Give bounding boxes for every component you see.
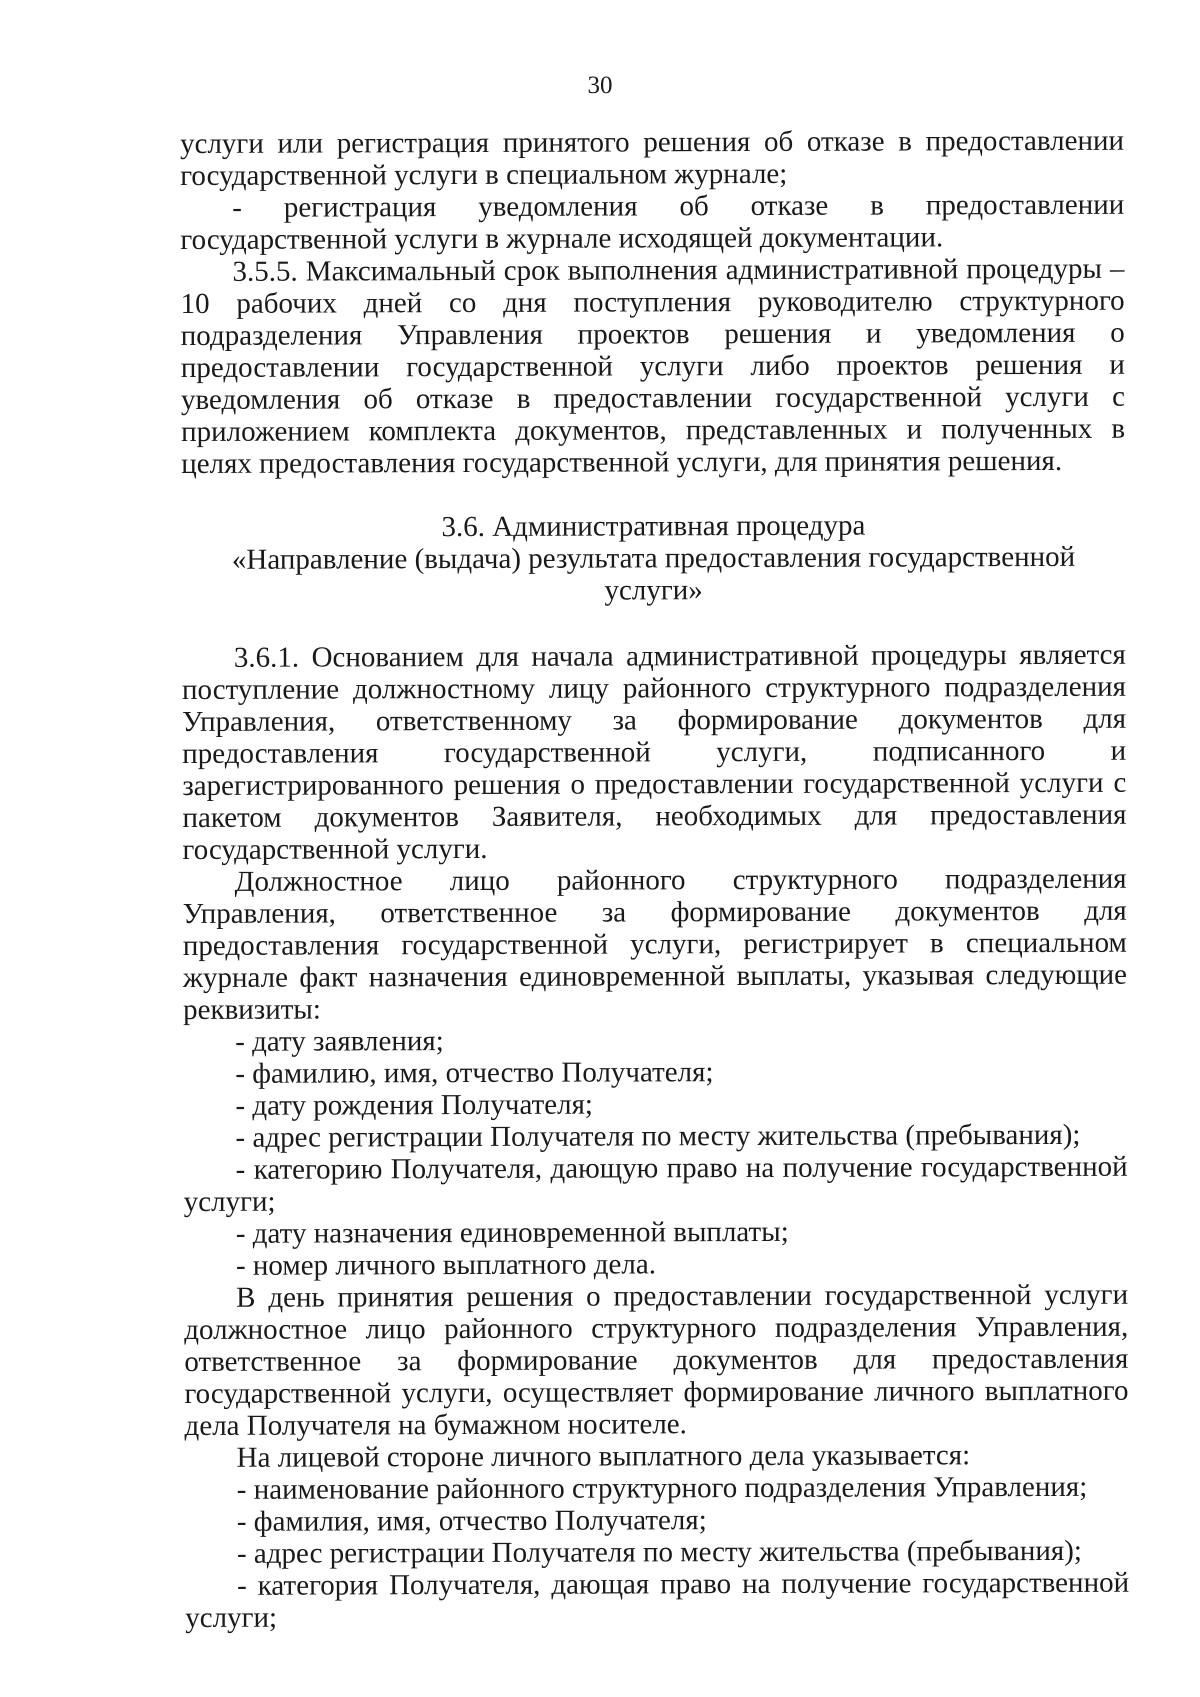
page-number: 30	[587, 72, 613, 99]
list-item: - дату рождения Получателя;	[235, 1088, 594, 1122]
list-item: - номер личного выплатного дела.	[235, 1248, 657, 1282]
list-item: - дату заявления;	[235, 1025, 444, 1058]
list-item: - адрес регистрации Получателя по месту жительства (пребывания);	[236, 1534, 1082, 1570]
list-item: - категория Получателя, дающая право на получение государственной услуги;	[185, 1566, 1130, 1634]
list-item: - фамилию, имя, отчество Получателя;	[235, 1056, 714, 1090]
list-item: - категорию Получателя, дающую право на получение государственной услуги;	[183, 1150, 1128, 1218]
paragraph-official-registers: Должностное лицо районного структурного подразделения Управления, ответственное за формирование документов для предоставления государственной услуги, регистрирует в специальном журнале факт назначения единовременной выплаты, указывая следующие реквизиты:	[182, 862, 1128, 1026]
section-heading-title: 3.6. Административная процедура	[441, 509, 866, 544]
list-item: - наименование районного структурного подразделения Управления;	[236, 1470, 1088, 1506]
list-item: - дату назначения единовременной выплаты;	[235, 1215, 789, 1250]
document-body	[180, 125, 1129, 1634]
paragraph-continuation: услуги или регистрация принятого решения об отказе в предоставлении государственной услуги в специальном журнале;	[180, 124, 1125, 192]
paragraph-registration-notice: - регистрация уведомления об отказе в предоставлении государственной услуги в журнале исходящей документации.	[180, 188, 1125, 256]
case-cover-list	[185, 1471, 1130, 1634]
list-item: - адрес регистрации Получателя по месту жительства (пребывания);	[235, 1118, 1081, 1154]
paragraph-case-formation: В день принятия решения о предоставлении государственной услуги должностное лицо районного структурного подразделения Управления, ответственное за формирование документов для предоставления государственной услуги, осуществляет формирование личного выплатного дела Получателя на бумажном носителе.	[184, 1278, 1129, 1442]
requisites-list	[183, 1023, 1128, 1282]
section-heading-subtitle: «Направление (выдача) результата предоставления государственной услуги»	[231, 540, 1076, 607]
paragraph-3-6-1: 3.6.1. Основанием для начала административной процедуры является поступление должностному лицу районного структурного подразделения Управления, ответственному за формирование документов для предоставления государственной услуги, подписанного и зарегистрированного решения о предоставлении государственной услуги с пакетом документов Заявителя, необходимых для предоставления государственной услуги.	[181, 638, 1127, 866]
paragraph-3-5-5: 3.5.5. Максимальный срок выполнения административной процедуры – 10 рабочих дней со дня поступления руководителю структурного подразделения Управления проектов решения и уведомления о предоставлении государственной услуги либо проектов решения и уведомления об отказе в предоставлении государственной услуги с приложением комплекта документов, представленных и полученных в целях предоставления государственной услуги, для принятия решения.	[180, 252, 1126, 480]
paragraph-case-cover: На лицевой стороне личного выплатного дела указывается:	[236, 1439, 971, 1474]
list-item: - фамилия, имя, отчество Получателя;	[236, 1504, 707, 1538]
